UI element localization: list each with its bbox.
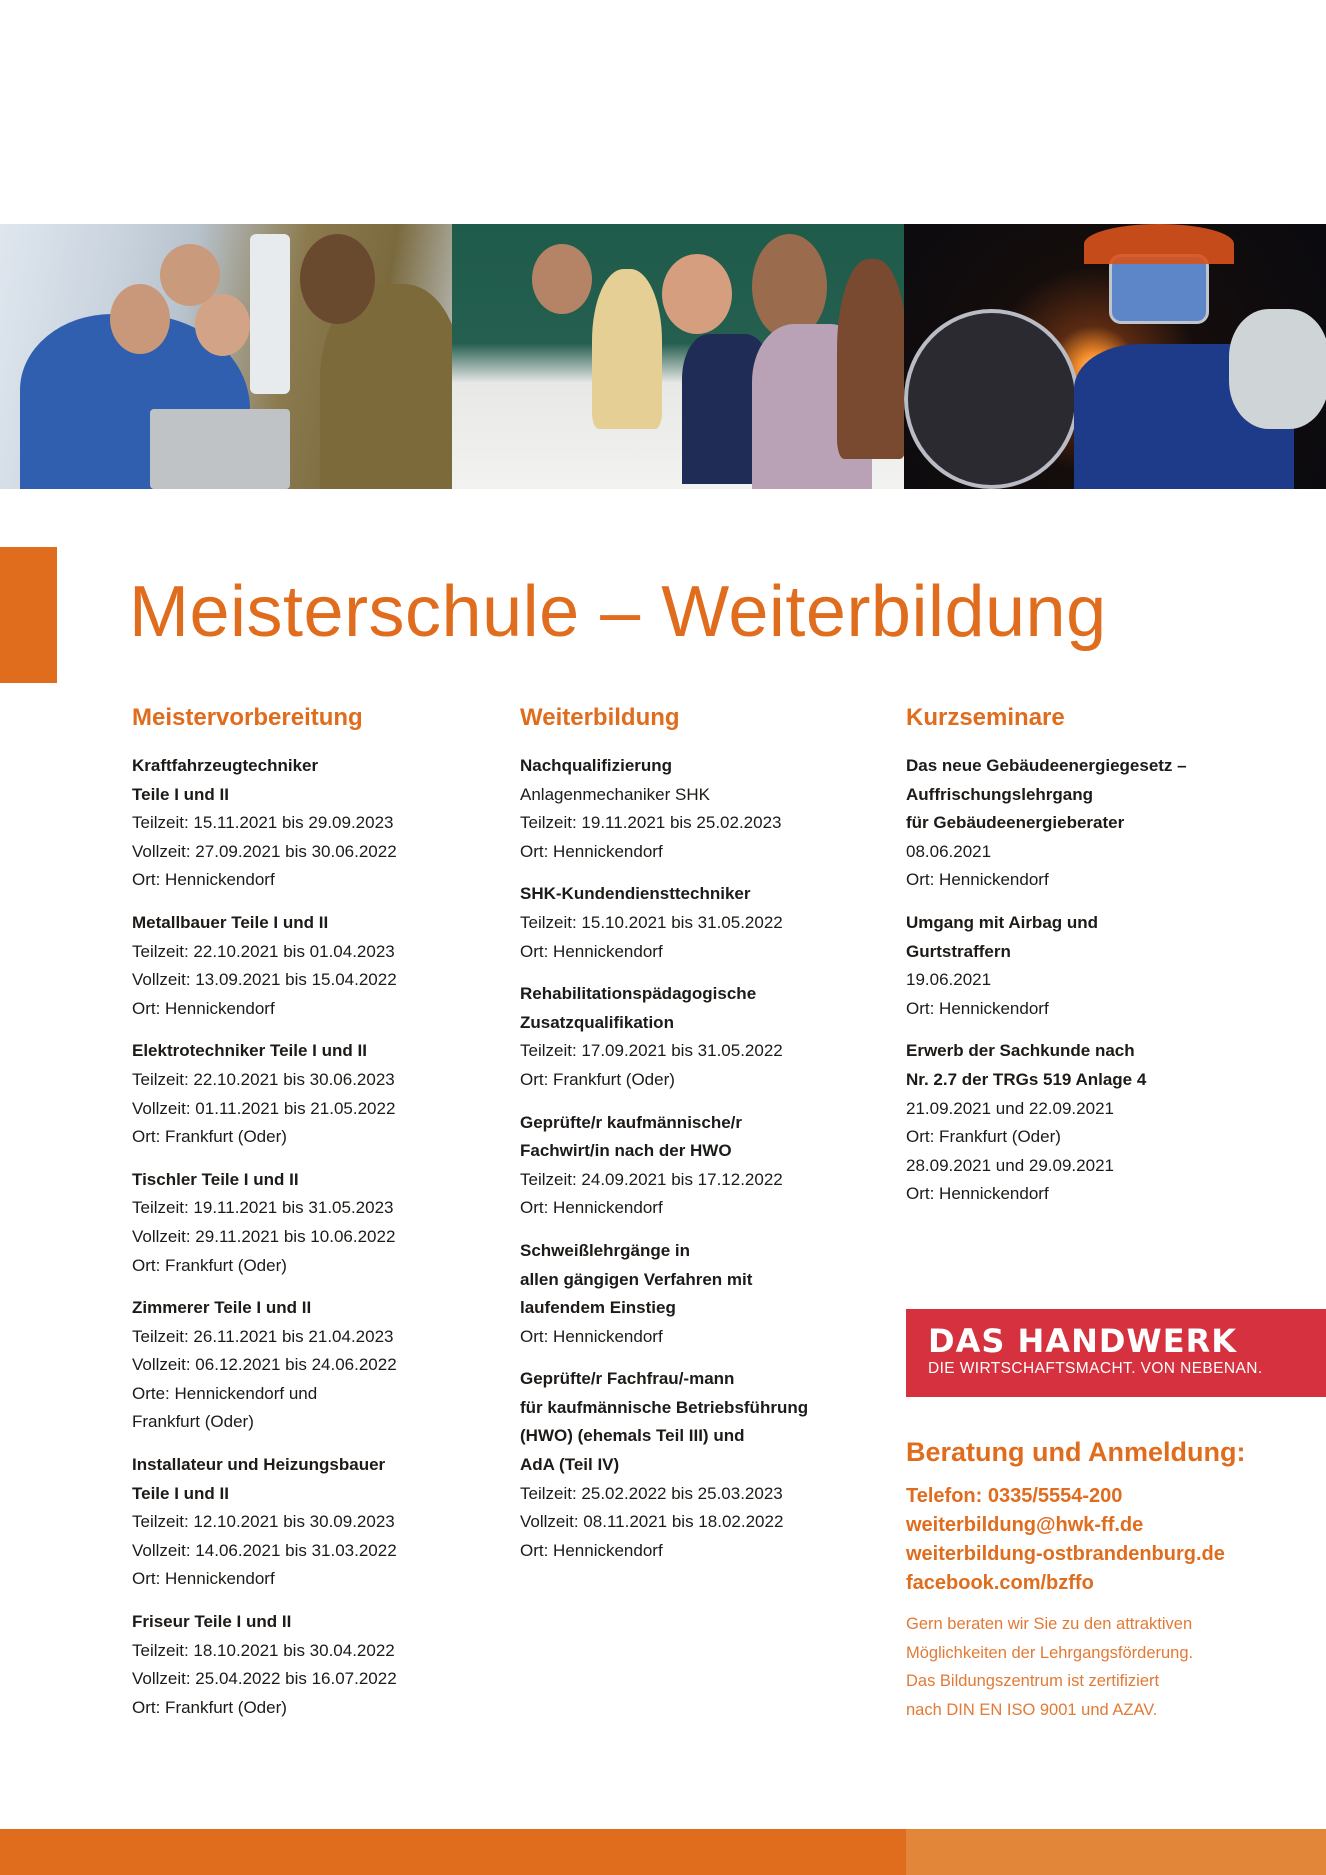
course-title-line: Schweißlehrgänge in (520, 1240, 691, 1260)
photo-welding (904, 224, 1326, 489)
bottom-bar-light (906, 1829, 1326, 1875)
note-line: Gern beraten wir Sie zu den attraktiven (906, 1615, 1193, 1633)
course-detail-line: Ort: Hennickendorf (520, 841, 663, 861)
course-title-line: Rehabilitationspädagogische (520, 984, 757, 1004)
course-detail-line: Teilzeit: 26.11.2021 bis 21.04.2023 (132, 1326, 394, 1346)
course-title-line: Umgang mit Airbag und (906, 912, 1099, 932)
course-detail-line: Teilzeit: 15.11.2021 bis 29.09.2023 (132, 813, 394, 833)
course-detail-line: Teilzeit: 18.10.2021 bis 30.04.2022 (132, 1640, 395, 1660)
photo-classroom (452, 224, 904, 489)
course-detail-line: Ort: Frankfurt (Oder) (520, 1069, 675, 1089)
course-detail-line: Vollzeit: 13.09.2021 bis 15.04.2022 (132, 970, 397, 990)
course-detail-line: Vollzeit: 14.06.2021 bis 31.03.2022 (132, 1540, 397, 1560)
photo-workshop (0, 224, 452, 489)
course-title-line: Installateur und Heizungsbauer (132, 1455, 386, 1475)
course-title-line: Friseur Teile I und II (132, 1612, 292, 1632)
course-entry (906, 909, 1316, 1023)
course-detail-line: Vollzeit: 29.11.2021 bis 10.06.2022 (132, 1226, 396, 1246)
section-heading: Meistervorbereitung (132, 704, 363, 731)
course-detail-line: 21.09.2021 und 22.09.2021 (906, 1098, 1114, 1118)
page-title: Meisterschule – Weiterbildung (129, 572, 1107, 652)
course-title-line: Metallbauer Teile I und II (132, 912, 329, 932)
course-detail-line: Ort: Frankfurt (Oder) (132, 1697, 287, 1717)
course-entry (520, 1109, 890, 1223)
course-entry (132, 1608, 502, 1722)
course-title-line: laufendem Einstieg (520, 1298, 676, 1318)
course-list (520, 752, 890, 1565)
course-title-line: für kaufmännische Betriebsführung (520, 1397, 809, 1417)
course-title-line: Teile I und II (132, 1483, 229, 1503)
contact-note (906, 1610, 1326, 1724)
note-line: nach DIN EN ISO 9001 und AZAV. (906, 1700, 1158, 1719)
course-detail-line: Ort: Frankfurt (Oder) (132, 1127, 287, 1147)
course-title-line: Elektrotechniker Teile I und II (132, 1041, 367, 1061)
course-list (906, 752, 1316, 1209)
course-detail-line: Ort: Hennickendorf (132, 998, 275, 1018)
course-entry (132, 752, 502, 895)
column-kurzseminare (906, 700, 1316, 1223)
course-title-line: allen gängigen Verfahren mit (520, 1269, 753, 1289)
course-detail-line: Teilzeit: 19.11.2021 bis 31.05.2023 (132, 1198, 394, 1218)
course-detail-line: Teilzeit: 24.09.2021 bis 17.12.2022 (520, 1169, 783, 1189)
course-detail-line: Teilzeit: 19.11.2021 bis 25.02.2023 (520, 813, 782, 833)
course-detail-line: Ort: Hennickendorf (520, 941, 663, 961)
course-detail-line: Ort: Hennickendorf (520, 1540, 663, 1560)
course-entry (132, 1166, 502, 1280)
das-handwerk-logo (906, 1309, 1326, 1397)
contact-section (906, 1432, 1326, 1724)
course-entry (132, 1037, 502, 1151)
orange-side-tab (0, 547, 57, 683)
course-detail-line: Frankfurt (Oder) (132, 1412, 254, 1432)
course-detail-line: Teilzeit: 15.10.2021 bis 31.05.2022 (520, 912, 783, 932)
bottom-bar (0, 1829, 1326, 1875)
course-title-line: Kraftfahrzeugtechniker (132, 756, 319, 775)
course-title-line: Nachqualifizierung (520, 756, 673, 775)
course-entry (520, 1365, 890, 1565)
course-title-line: Fachwirt/in nach der HWO (520, 1141, 732, 1161)
course-title-line: Geprüfte/r kaufmännische/r (520, 1112, 743, 1132)
course-detail-line: Ort: Frankfurt (Oder) (906, 1127, 1061, 1147)
course-title-line: Gurtstraffern (906, 941, 1011, 961)
note-line: Das Bildungszentrum ist zertifiziert (906, 1672, 1160, 1691)
course-entry (132, 909, 502, 1023)
course-title-line: Nr. 2.7 der TRGs 519 Anlage 4 (906, 1069, 1147, 1089)
logo-tagline: DIE WIRTSCHAFTSMACHT. VON NEBENAN. (928, 1360, 1263, 1377)
course-title-line: Tischler Teile I und II (132, 1169, 299, 1189)
course-detail-line: Ort: Hennickendorf (132, 870, 275, 890)
course-detail-line: Vollzeit: 06.12.2021 bis 24.06.2022 (132, 1355, 397, 1375)
course-title-line: für Gebäudeenergieberater (906, 813, 1125, 833)
course-entry (520, 980, 890, 1094)
course-title-line: Auffrischungslehrgang (906, 784, 1094, 804)
course-detail-line: Vollzeit: 25.04.2022 bis 16.07.2022 (132, 1669, 397, 1689)
course-entry (520, 1237, 890, 1351)
logo-wordmark: DAS HANDWERK (928, 1322, 1237, 1360)
course-detail-line: Teilzeit: 25.02.2022 bis 25.03.2023 (520, 1483, 783, 1503)
contact-heading: Beratung und Anmeldung: (906, 1437, 1246, 1467)
course-entry (132, 1451, 502, 1594)
course-title-line: Zimmerer Teile I und II (132, 1298, 312, 1318)
course-title-line: Teile I und II (132, 784, 229, 804)
course-entry (906, 1037, 1316, 1209)
course-detail-line: Anlagenmechaniker SHK (520, 784, 710, 804)
course-detail-line: Teilzeit: 22.10.2021 bis 01.04.2023 (132, 941, 395, 961)
course-detail-line: Teilzeit: 22.10.2021 bis 30.06.2023 (132, 1069, 395, 1089)
course-detail-line: Ort: Frankfurt (Oder) (132, 1255, 287, 1275)
course-entry (132, 1294, 502, 1437)
course-entry (906, 752, 1316, 895)
photo-strip (0, 224, 1326, 489)
phone-number[interactable]: Telefon: 0335/5554-200 (906, 1485, 1123, 1507)
column-weiterbildung (520, 700, 890, 1579)
column-meistervorbereitung (132, 700, 502, 1736)
course-detail-line: 08.06.2021 (906, 841, 992, 861)
section-heading: Weiterbildung (520, 704, 680, 731)
course-detail-line: Vollzeit: 01.11.2021 bis 21.05.2022 (132, 1098, 396, 1118)
facebook-link[interactable]: facebook.com/bzffo (906, 1572, 1094, 1594)
course-detail-line: Ort: Hennickendorf (906, 1184, 1049, 1204)
course-title-line: SHK-Kundendiensttechniker (520, 884, 751, 904)
course-detail-line: Orte: Hennickendorf und (132, 1383, 318, 1403)
course-detail-line: 28.09.2021 und 29.09.2021 (906, 1155, 1114, 1175)
course-detail-line: Ort: Hennickendorf (906, 870, 1049, 890)
course-title-line: (HWO) (ehemals Teil III) und (520, 1426, 745, 1446)
course-detail-line: Ort: Hennickendorf (520, 1326, 663, 1346)
course-detail-line: Ort: Hennickendorf (906, 998, 1049, 1018)
course-detail-line: Vollzeit: 27.09.2021 bis 30.06.2022 (132, 841, 397, 861)
course-title-line: AdA (Teil IV) (520, 1455, 620, 1475)
course-list (132, 752, 502, 1722)
course-title-line: Zusatzqualifikation (520, 1012, 674, 1032)
section-heading: Kurzseminare (906, 704, 1065, 731)
course-title-line: Das neue Gebäudeenergiegesetz – (906, 756, 1187, 775)
email-link[interactable]: weiterbildung@hwk-ff.de (906, 1514, 1144, 1536)
bottom-bar-dark (0, 1829, 906, 1875)
course-title-line: Erwerb der Sachkunde nach (906, 1041, 1135, 1061)
course-detail-line: 19.06.2021 (906, 970, 992, 990)
course-detail-line: Ort: Hennickendorf (520, 1198, 663, 1218)
note-line: Möglichkeiten der Lehrgangsförderung. (906, 1643, 1194, 1662)
course-title-line: Geprüfte/r Fachfrau/-mann (520, 1369, 735, 1389)
course-detail-line: Ort: Hennickendorf (132, 1569, 275, 1589)
course-entry (520, 752, 890, 866)
course-detail-line: Teilzeit: 12.10.2021 bis 30.09.2023 (132, 1512, 395, 1532)
course-detail-line: Teilzeit: 17.09.2021 bis 31.05.2022 (520, 1041, 783, 1061)
course-entry (520, 880, 890, 966)
website-link[interactable]: weiterbildung-ostbrandenburg.de (906, 1543, 1225, 1565)
course-detail-line: Vollzeit: 08.11.2021 bis 18.02.2022 (520, 1512, 784, 1532)
